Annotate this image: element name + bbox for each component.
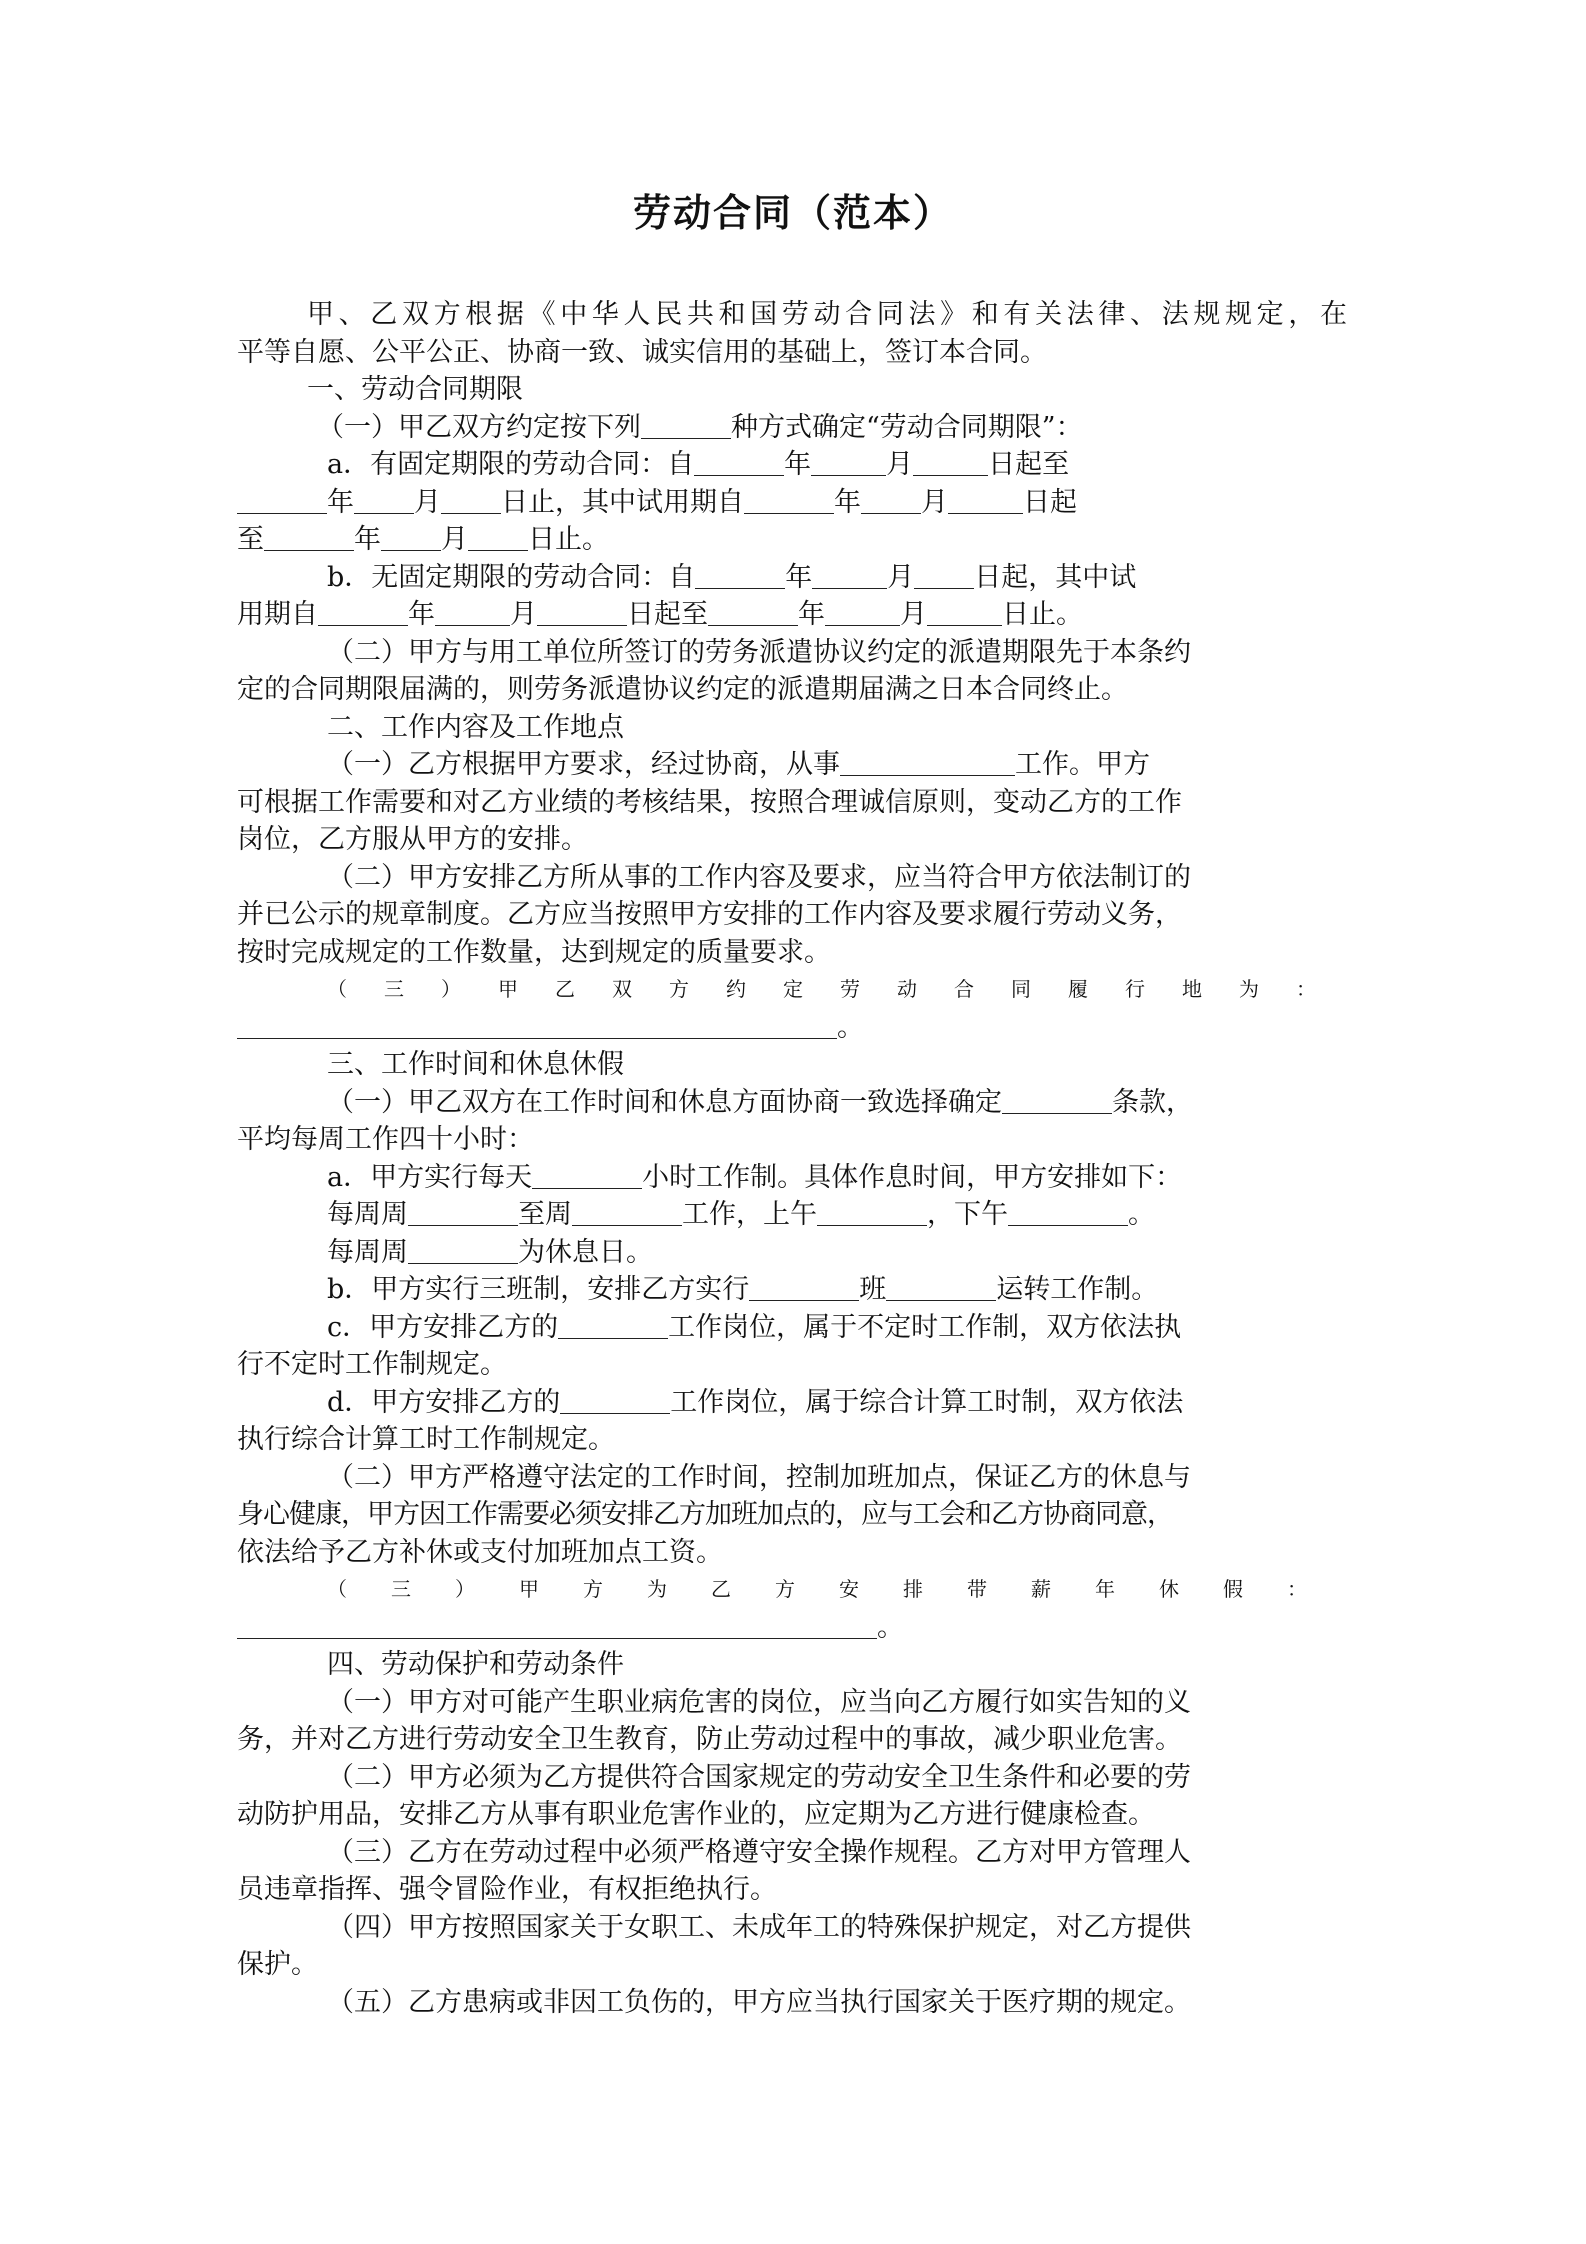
year-label: 年 [834, 486, 861, 518]
intro-line-1 [237, 296, 1347, 334]
probation-end-year-blank[interactable] [264, 524, 354, 551]
s3-clause-1-line-2 [237, 1121, 1347, 1159]
probation-end-day-blank[interactable] [468, 524, 528, 551]
document-title: 劳动合同（范本） [632, 190, 953, 235]
annual-leave-blank[interactable] [237, 1612, 877, 1639]
s4-clause-3-line-2 [237, 1871, 1347, 1909]
day-end-label: 日止。 [528, 524, 609, 555]
s4-clause-4-line-1 [237, 1909, 1347, 1947]
s4-clause-3-text-1: （三）乙方在劳动过程中必须严格遵守安全操作规程。乙方对甲方管理人 [327, 1836, 1191, 1868]
s4-clause-3-line-1 [237, 1834, 1347, 1872]
section-3-heading [237, 1046, 1347, 1084]
work-time-clause-blank[interactable] [1002, 1087, 1112, 1114]
section-2-heading [237, 709, 1347, 747]
s3-clause-1-text-2: 平均每周工作四十小时： [237, 1124, 534, 1155]
s4-clause-1-line-2 [237, 1721, 1347, 1759]
probation-start-month-blank[interactable] [861, 487, 921, 514]
open-probation-end-day-blank[interactable] [927, 599, 1002, 626]
s2-clause-2-text-2: 并已公示的规章制度。乙方应当按照甲方安排的工作内容及要求履行劳动义务， [237, 899, 1182, 930]
month-label: 月 [887, 561, 915, 593]
day-start-to-label: 日起至 [627, 599, 708, 630]
probation-from-label: 用期自 [237, 599, 318, 630]
period-mark: 。 [877, 1611, 904, 1643]
s4-clause-2-text-1: （二）甲方必须为乙方提供符合国家规定的劳动安全卫生条件和必要的劳 [327, 1761, 1191, 1793]
s3-clause-2-text-3: 依法给予乙方补休或支付加班加点工资。 [237, 1536, 723, 1568]
open-probation-start-year-blank[interactable] [318, 599, 408, 626]
s4-clause-5-text: （五）乙方患病或非因工负伤的，甲方应当执行国家关于医疗期的规定。 [327, 1986, 1191, 2018]
section-1-heading-text: 一、劳动合同期限 [307, 374, 523, 405]
s2-clause-2-line-3 [237, 934, 1347, 972]
fixed-start-month-blank[interactable] [811, 449, 886, 476]
s2-clause-3-line-2 [237, 1009, 1347, 1047]
s1-clause-2-line-1 [237, 634, 1347, 672]
s3-clause-2-line-3 [237, 1534, 1347, 1572]
rest-day-label-b: 为休息日。 [518, 1236, 653, 1268]
section-3-heading-text: 三、工作时间和休息休假 [327, 1049, 624, 1080]
month-label: 月 [510, 599, 537, 630]
shift-label-a: b．甲方实行三班制，安排乙方实行 [327, 1274, 750, 1305]
weekly-to-label: 至周 [518, 1199, 572, 1230]
month-label: 月 [900, 599, 927, 630]
s3-clause-3-line-1 [237, 1571, 1351, 1609]
document-body [237, 296, 1353, 2021]
comprehensive-post-label-b: 工作岗位，属于综合计算工时制，双方依法 [670, 1386, 1184, 1418]
s1-clause-1-text-b: 种方式确定“劳动合同期限”： [731, 411, 1083, 443]
probation-end-month-blank[interactable] [381, 524, 441, 551]
open-probation-start-month-blank[interactable] [435, 599, 510, 626]
s4-clause-1-text-2: 务，并对乙方进行劳动安全卫生教育，防止劳动过程中的事故，减少职业危害。 [237, 1724, 1182, 1755]
shift-rotation-blank[interactable] [886, 1274, 996, 1301]
s3-item-a-line-3 [237, 1234, 1347, 1272]
intro-line-2 [237, 334, 1347, 372]
s2-clause-1-line-1 [237, 746, 1347, 784]
s1-item-a-line-1 [237, 446, 1347, 484]
s4-clause-5 [237, 1984, 1347, 2022]
flex-post-text-2: 行不定时工作制规定。 [237, 1349, 507, 1380]
daily-hours-label: a．甲方实行每天 [327, 1161, 533, 1193]
section-4-heading [237, 1646, 1347, 1684]
morning-hours-blank[interactable] [817, 1199, 927, 1226]
day-start-probation-label: 日起，其中试 [974, 561, 1137, 593]
pm-label: ，下午 [927, 1199, 1008, 1230]
afternoon-hours-blank[interactable] [1008, 1199, 1128, 1226]
s1-clause-2-line-2 [237, 671, 1347, 709]
s2-clause-2-text-1: （二）甲方安排乙方所从事的工作内容及要求，应当符合甲方依法制订的 [327, 861, 1191, 893]
s4-clause-2-line-1 [237, 1759, 1347, 1797]
shift-count-blank[interactable] [749, 1274, 859, 1301]
s4-clause-3-text-2: 员违章指挥、强令冒险作业，有权拒绝执行。 [237, 1874, 777, 1905]
fixed-end-day-blank[interactable] [441, 487, 501, 514]
s1-item-b-line-2 [237, 596, 1347, 634]
daily-hours-blank[interactable] [532, 1162, 642, 1189]
s2-clause-1-text-b: 工作。甲方 [1015, 749, 1150, 780]
work-location-blank[interactable] [237, 1012, 837, 1039]
weekly-to-blank[interactable] [572, 1199, 682, 1226]
day-start-to-label: 日起至 [988, 449, 1070, 480]
month-label: 月 [414, 486, 441, 518]
month-label: 月 [441, 524, 468, 555]
day-start-label: 日起 [1023, 486, 1077, 518]
intro-text-2: 平等自愿、公平公正、协商一致、诚实信用的基础上，签订本合同。 [237, 336, 1047, 368]
rest-day-blank[interactable] [408, 1237, 518, 1264]
open-start-day-blank[interactable] [914, 562, 974, 589]
s3-item-a-line-2 [237, 1196, 1347, 1234]
s3-item-d-line-2 [237, 1421, 1347, 1459]
weekly-from-label: 每周周 [327, 1199, 408, 1230]
s3-clause-2-line-2 [237, 1496, 1347, 1534]
open-start-month-blank[interactable] [812, 562, 887, 589]
section-2-heading-text: 二、工作内容及工作地点 [327, 711, 624, 743]
s2-clause-2-line-2 [237, 896, 1347, 934]
s4-clause-1-line-1 [237, 1684, 1347, 1722]
open-term-label: b．无固定期限的劳动合同：自 [327, 561, 696, 593]
contract-method-blank[interactable] [641, 412, 731, 439]
s2-clause-1-line-3 [237, 821, 1347, 859]
s2-clause-1-text-3: 岗位，乙方服从甲方的安排。 [237, 824, 588, 855]
s3-item-d-line-1 [237, 1384, 1347, 1422]
probation-start-day-blank[interactable] [948, 487, 1023, 514]
fixed-end-month-blank[interactable] [354, 487, 414, 514]
s4-clause-2-text-2: 动防护用品，安排乙方从事有职业危害作业的，应定期为乙方进行健康检查。 [237, 1799, 1155, 1830]
job-type-blank[interactable] [840, 749, 1015, 776]
comprehensive-post-text-2: 执行综合计算工时工作制规定。 [237, 1424, 615, 1455]
probation-start-year-blank[interactable] [744, 487, 834, 514]
s1-clause-1-text-a: （一）甲乙双方约定按下列 [317, 411, 641, 443]
fixed-term-label: a．有固定期限的劳动合同：自 [327, 449, 695, 480]
s2-clause-3-line-1 [237, 971, 1353, 1009]
rest-day-label-a: 每周周 [327, 1236, 408, 1268]
daily-hours-text: 小时工作制。具体作息时间，甲方安排如下： [642, 1161, 1183, 1193]
open-probation-end-month-blank[interactable] [825, 599, 900, 626]
year-label: 年 [784, 449, 812, 480]
comprehensive-post-label-a: d．甲方安排乙方的 [327, 1386, 561, 1418]
s1-item-b-line-1 [237, 559, 1347, 597]
s4-clause-4-text-1: （四）甲方按照国家关于女职工、未成年工的特殊保护规定，对乙方提供 [327, 1911, 1191, 1943]
s2-clause-1-line-2 [237, 784, 1347, 822]
s3-item-a-line-1 [237, 1159, 1347, 1197]
s3-clause-3-line-2 [237, 1609, 1347, 1647]
s3-item-c-line-2 [237, 1346, 1347, 1384]
s2-clause-3-text: （三）甲乙双方约定劳动合同履行地为： [327, 977, 1353, 1001]
day-end-label: 日止。 [1002, 599, 1083, 630]
month-label: 月 [921, 486, 948, 518]
s4-clause-2-line-2 [237, 1796, 1347, 1834]
s1-clause-1 [237, 409, 1347, 447]
s2-clause-2-text-3: 按时完成规定的工作数量，达到规定的质量要求。 [237, 936, 831, 968]
s1-item-a-line-2 [237, 484, 1347, 522]
period-mark: 。 [1128, 1199, 1155, 1230]
year-label: 年 [408, 599, 435, 630]
weekly-from-blank[interactable] [408, 1199, 518, 1226]
open-start-year-blank[interactable] [695, 562, 785, 589]
s1-item-a-line-3 [237, 521, 1347, 559]
shift-label-c: 运转工作制。 [996, 1274, 1159, 1305]
year-label: 年 [785, 561, 813, 593]
s3-clause-2-text-1: （二）甲方严格遵守法定的工作时间，控制加班加点，保证乙方的休息与 [327, 1461, 1191, 1493]
fixed-end-year-blank[interactable] [237, 487, 327, 514]
flex-post-label-a: c．甲方安排乙方的 [327, 1311, 559, 1343]
year-label: 年 [354, 524, 381, 555]
to-label: 至 [237, 524, 264, 555]
open-probation-start-day-blank[interactable] [537, 599, 627, 626]
s1-clause-2-text-2: 定的合同期限届满的，则劳务派遣协议约定的派遣期届满之日本合同终止。 [237, 674, 1128, 705]
period-mark: 。 [837, 1011, 864, 1043]
s4-clause-1-text-1: （一）甲方对可能产生职业病危害的岗位，应当向乙方履行如实告知的义 [327, 1686, 1191, 1718]
shift-label-b: 班 [859, 1274, 887, 1305]
s4-clause-4-line-2 [237, 1946, 1347, 1984]
year-label: 年 [327, 486, 354, 518]
s3-clause-1-line-1 [237, 1084, 1347, 1122]
comprehensive-post-blank[interactable] [560, 1387, 670, 1414]
year-label: 年 [798, 599, 825, 630]
s4-clause-4-text-2: 保护。 [237, 1949, 318, 1980]
s3-clause-1-text-a: （一）甲乙双方在工作时间和休息方面协商一致选择确定 [327, 1086, 1002, 1118]
intro-text-1: 甲、乙双方根据《中华人民共和国劳动合同法》和有关法律、法规规定，在 [307, 299, 1347, 330]
fixed-start-year-blank[interactable] [694, 449, 784, 476]
s3-clause-2-text-2: 身心健康，甲方因工作需要必须安排乙方加班加点的，应与工会和乙方协商同意， [237, 1499, 1173, 1530]
fixed-start-day-blank[interactable] [913, 449, 988, 476]
flex-post-blank[interactable] [558, 1312, 668, 1339]
s3-clause-2-line-1 [237, 1459, 1347, 1497]
s1-clause-2-text-1: （二）甲方与用工单位所签订的劳务派遣协议约定的派遣期限先于本条约 [327, 636, 1191, 668]
day-end-probation-label: 日止，其中试用期自 [501, 486, 744, 518]
section-1-heading [237, 371, 1347, 409]
s2-clause-2-line-1 [237, 859, 1347, 897]
s3-item-b [237, 1271, 1347, 1309]
s2-clause-1-text-2: 可根据工作需要和对乙方业绩的考核结果，按照合理诚信原则，变动乙方的工作 [237, 786, 1182, 818]
open-probation-end-year-blank[interactable] [708, 599, 798, 626]
section-4-heading-text: 四、劳动保护和劳动条件 [327, 1649, 624, 1680]
s3-clause-3-text: （三）甲方为乙方安排带薪年休假： [327, 1577, 1351, 1601]
month-label: 月 [886, 449, 914, 480]
s2-clause-1-text-a: （一）乙方根据甲方要求，经过协商，从事 [327, 749, 840, 780]
s3-item-c-line-1 [237, 1309, 1347, 1347]
flex-post-label-b: 工作岗位，属于不定时工作制，双方依法执 [668, 1311, 1182, 1343]
work-am-label: 工作，上午 [682, 1199, 817, 1230]
s3-clause-1-text-b: 条款， [1112, 1086, 1193, 1118]
